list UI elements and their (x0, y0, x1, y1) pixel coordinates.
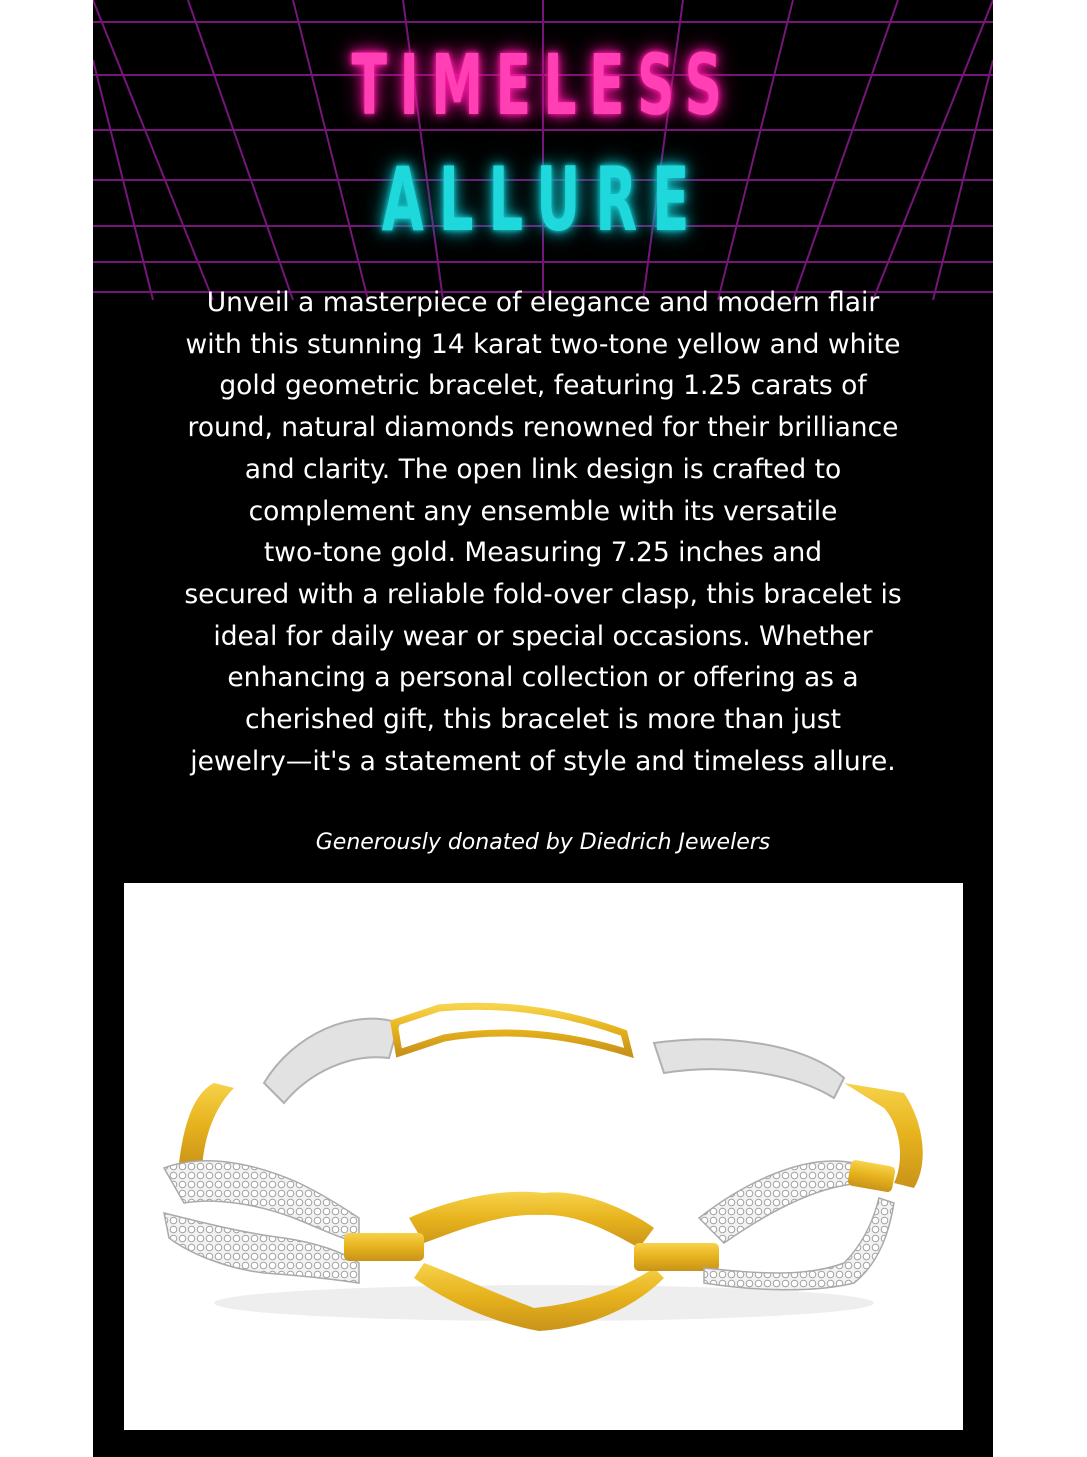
promo-panel (93, 0, 993, 1457)
product-description (133, 282, 953, 782)
description-line: cherished gift, this bracelet is more than just (244, 704, 842, 736)
description-line: gold geometric bracelet, featuring 1.25 carats of (219, 370, 867, 402)
description-line: jewelry—it's a statement of style and timeless allure. (190, 745, 896, 777)
description-line: and clarity. The open link design is crafted to (244, 453, 842, 485)
bracelet-photo (124, 883, 963, 1430)
description-line: complement any ensemble with its versatile (248, 495, 838, 527)
description-line: with this stunning 14 karat two-tone yellow and white (185, 328, 901, 360)
title-timeless: TIMELESS (351, 36, 735, 134)
description-line: Unveil a masterpiece of elegance and modern flair (206, 287, 880, 318)
title-allure: ALLURE (381, 148, 705, 251)
description-line: enhancing a personal collection or offering as a (227, 662, 859, 694)
description-line: secured with a reliable fold-over clasp, this bracelet is (184, 578, 902, 610)
description-line: two-tone gold. Measuring 7.25 inches and (263, 537, 823, 569)
description-line: round, natural diamonds renowned for their brilliance (187, 412, 899, 444)
diamond-bracelet-image (124, 883, 963, 1430)
donor-credit: Generously donated by Diedrich Jewelers (315, 830, 771, 855)
description-line: ideal for daily wear or special occasions. Whether (213, 620, 873, 652)
